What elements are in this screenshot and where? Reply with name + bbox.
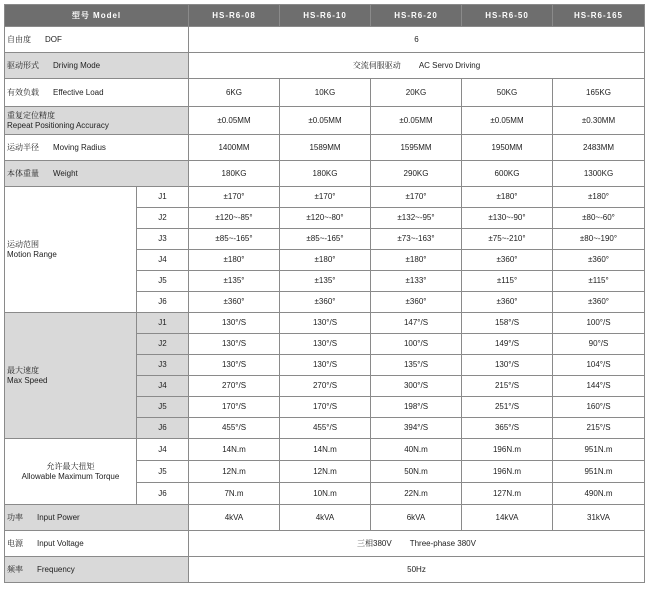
speed-cell: 455°/S bbox=[280, 418, 371, 439]
joint-label: J5 bbox=[137, 271, 189, 292]
speed-cell: 90°/S bbox=[553, 334, 645, 355]
motion-cell: ±170° bbox=[189, 187, 280, 208]
motion-cell: ±73~-163° bbox=[371, 229, 462, 250]
voltage-value: 三相380V Three-phase 380V bbox=[189, 531, 645, 557]
joint-label: J4 bbox=[137, 439, 189, 461]
weight-cell: 180KG bbox=[280, 161, 371, 187]
motion-cell: ±180° bbox=[280, 250, 371, 271]
power-cell: 31kVA bbox=[553, 505, 645, 531]
speed-cell: 135°/S bbox=[371, 355, 462, 376]
speed-cell: 130°/S bbox=[280, 334, 371, 355]
speed-cell: 251°/S bbox=[462, 397, 553, 418]
torque-cell: 14N.m bbox=[280, 439, 371, 461]
drive-label: 驱动形式 Driving Mode bbox=[5, 53, 189, 79]
speed-cell: 130°/S bbox=[280, 355, 371, 376]
power-cell: 6kVA bbox=[371, 505, 462, 531]
motion-cell: ±170° bbox=[280, 187, 371, 208]
motion-cell: ±75~-210° bbox=[462, 229, 553, 250]
joint-label: J1 bbox=[137, 187, 189, 208]
motion-cell: ±360° bbox=[553, 292, 645, 313]
torque-row bbox=[5, 439, 645, 461]
joint-label: J3 bbox=[137, 229, 189, 250]
motion-row bbox=[5, 187, 645, 208]
spec-table bbox=[4, 4, 645, 583]
torque-cell: 951N.m bbox=[553, 461, 645, 483]
speed-cell: 215°/S bbox=[462, 376, 553, 397]
repeat-cell: ±0.30MM bbox=[553, 107, 645, 135]
model-header-4: HS-R6-50 bbox=[462, 5, 553, 27]
speed-cell: 170°/S bbox=[189, 397, 280, 418]
torque-cell: 12N.m bbox=[189, 461, 280, 483]
model-header-2: HS-R6-10 bbox=[280, 5, 371, 27]
speed-cell: 170°/S bbox=[280, 397, 371, 418]
repeat-cell: ±0.05MM bbox=[371, 107, 462, 135]
joint-label: J5 bbox=[137, 397, 189, 418]
motion-cell: ±135° bbox=[280, 271, 371, 292]
torque-group bbox=[5, 439, 645, 505]
joint-label: J5 bbox=[137, 461, 189, 483]
dof-row bbox=[5, 27, 645, 53]
speed-cell: 149°/S bbox=[462, 334, 553, 355]
motion-cell: ±135° bbox=[189, 271, 280, 292]
load-cell: 10KG bbox=[280, 79, 371, 107]
weight-label: 本体重量 Weight bbox=[5, 161, 189, 187]
speed-cell: 130°/S bbox=[189, 334, 280, 355]
radius-cell: 2483MM bbox=[553, 135, 645, 161]
motion-cell: ±180° bbox=[371, 250, 462, 271]
torque-cell: 490N.m bbox=[553, 483, 645, 505]
load-cell: 165KG bbox=[553, 79, 645, 107]
motion-cell: ±360° bbox=[189, 292, 280, 313]
power-cell: 14kVA bbox=[462, 505, 553, 531]
torque-label: 允许最大扭矩 Allowable Maximum Torque bbox=[5, 439, 137, 505]
speed-cell: 270°/S bbox=[189, 376, 280, 397]
radius-row bbox=[5, 135, 645, 161]
power-cell: 4kVA bbox=[280, 505, 371, 531]
speed-cell: 144°/S bbox=[553, 376, 645, 397]
speed-cell: 270°/S bbox=[280, 376, 371, 397]
radius-cell: 1400MM bbox=[189, 135, 280, 161]
speed-cell: 455°/S bbox=[189, 418, 280, 439]
motion-cell: ±130~-90° bbox=[462, 208, 553, 229]
motion-cell: ±180° bbox=[189, 250, 280, 271]
motion-cell: ±120~-80° bbox=[280, 208, 371, 229]
joint-label: J6 bbox=[137, 292, 189, 313]
speed-cell: 130°/S bbox=[189, 355, 280, 376]
torque-cell: 951N.m bbox=[553, 439, 645, 461]
speed-cell: 130°/S bbox=[189, 313, 280, 334]
drive-value: 交流伺服驱动 AC Servo Driving bbox=[189, 53, 645, 79]
motion-cell: ±85~-165° bbox=[280, 229, 371, 250]
frequency-label: 频率 Frequency bbox=[5, 557, 189, 583]
motion-cell: ±80~-190° bbox=[553, 229, 645, 250]
joint-label: J3 bbox=[137, 355, 189, 376]
frequency-value: 50Hz bbox=[189, 557, 645, 583]
motion-cell: ±360° bbox=[371, 292, 462, 313]
speed-cell: 104°/S bbox=[553, 355, 645, 376]
model-header: 型号 Model bbox=[5, 5, 189, 27]
drive-row bbox=[5, 53, 645, 79]
weight-cell: 180KG bbox=[189, 161, 280, 187]
radius-label: 运动半径 Moving Radius bbox=[5, 135, 189, 161]
motion-label: 运动范围 Motion Range bbox=[5, 187, 137, 313]
dof-value: 6 bbox=[189, 27, 645, 53]
speed-cell: 300°/S bbox=[371, 376, 462, 397]
motion-cell: ±360° bbox=[462, 292, 553, 313]
torque-cell: 50N.m bbox=[371, 461, 462, 483]
joint-label: J2 bbox=[137, 334, 189, 355]
repeat-label: 重复定位精度 Repeat Positioning Accuracy bbox=[5, 107, 189, 135]
motion-group bbox=[5, 187, 645, 313]
dof-label: 自由度 DOF bbox=[5, 27, 189, 53]
speed-cell: 158°/S bbox=[462, 313, 553, 334]
motion-cell: ±85~-165° bbox=[189, 229, 280, 250]
torque-cell: 196N.m bbox=[462, 439, 553, 461]
torque-cell: 14N.m bbox=[189, 439, 280, 461]
torque-cell: 196N.m bbox=[462, 461, 553, 483]
motion-cell: ±360° bbox=[280, 292, 371, 313]
weight-cell: 290KG bbox=[371, 161, 462, 187]
model-header-1: HS-R6-08 bbox=[189, 5, 280, 27]
power-cell: 4kVA bbox=[189, 505, 280, 531]
torque-cell: 10N.m bbox=[280, 483, 371, 505]
header-row bbox=[5, 5, 645, 27]
speed-cell: 130°/S bbox=[462, 355, 553, 376]
torque-cell: 22N.m bbox=[371, 483, 462, 505]
joint-label: J4 bbox=[137, 376, 189, 397]
speed-row bbox=[5, 313, 645, 334]
load-label: 有效负载 Effective Load bbox=[5, 79, 189, 107]
load-row bbox=[5, 79, 645, 107]
motion-cell: ±360° bbox=[462, 250, 553, 271]
repeat-cell: ±0.05MM bbox=[189, 107, 280, 135]
joint-label: J4 bbox=[137, 250, 189, 271]
motion-cell: ±115° bbox=[553, 271, 645, 292]
speed-group bbox=[5, 313, 645, 439]
joint-label: J2 bbox=[137, 208, 189, 229]
motion-cell: ±120~-85° bbox=[189, 208, 280, 229]
radius-cell: 1589MM bbox=[280, 135, 371, 161]
motion-cell: ±115° bbox=[462, 271, 553, 292]
torque-cell: 40N.m bbox=[371, 439, 462, 461]
weight-row bbox=[5, 161, 645, 187]
model-header-5: HS-R6-165 bbox=[553, 5, 645, 27]
weight-cell: 600KG bbox=[462, 161, 553, 187]
joint-label: J1 bbox=[137, 313, 189, 334]
weight-cell: 1300KG bbox=[553, 161, 645, 187]
speed-cell: 365°/S bbox=[462, 418, 553, 439]
power-label: 功率 Input Power bbox=[5, 505, 189, 531]
radius-cell: 1595MM bbox=[371, 135, 462, 161]
torque-cell: 7N.m bbox=[189, 483, 280, 505]
motion-cell: ±132~-95° bbox=[371, 208, 462, 229]
joint-label: J6 bbox=[137, 418, 189, 439]
speed-cell: 215°/S bbox=[553, 418, 645, 439]
joint-label: J6 bbox=[137, 483, 189, 505]
speed-cell: 130°/S bbox=[280, 313, 371, 334]
voltage-label: 电源 Input Voltage bbox=[5, 531, 189, 557]
speed-label: 最大速度 Max Speed bbox=[5, 313, 137, 439]
speed-cell: 394°/S bbox=[371, 418, 462, 439]
load-cell: 20KG bbox=[371, 79, 462, 107]
motion-cell: ±170° bbox=[371, 187, 462, 208]
repeat-cell: ±0.05MM bbox=[462, 107, 553, 135]
speed-cell: 160°/S bbox=[553, 397, 645, 418]
speed-cell: 100°/S bbox=[371, 334, 462, 355]
speed-cell: 198°/S bbox=[371, 397, 462, 418]
load-cell: 50KG bbox=[462, 79, 553, 107]
model-header-3: HS-R6-20 bbox=[371, 5, 462, 27]
motion-cell: ±133° bbox=[371, 271, 462, 292]
voltage-row bbox=[5, 531, 645, 557]
motion-cell: ±80~-60° bbox=[553, 208, 645, 229]
torque-cell: 12N.m bbox=[280, 461, 371, 483]
repeat-row bbox=[5, 107, 645, 135]
load-cell: 6KG bbox=[189, 79, 280, 107]
motion-cell: ±360° bbox=[553, 250, 645, 271]
speed-cell: 100°/S bbox=[553, 313, 645, 334]
motion-cell: ±180° bbox=[462, 187, 553, 208]
radius-cell: 1950MM bbox=[462, 135, 553, 161]
torque-cell: 127N.m bbox=[462, 483, 553, 505]
repeat-cell: ±0.05MM bbox=[280, 107, 371, 135]
power-row bbox=[5, 505, 645, 531]
frequency-row bbox=[5, 557, 645, 583]
motion-cell: ±180° bbox=[553, 187, 645, 208]
speed-cell: 147°/S bbox=[371, 313, 462, 334]
